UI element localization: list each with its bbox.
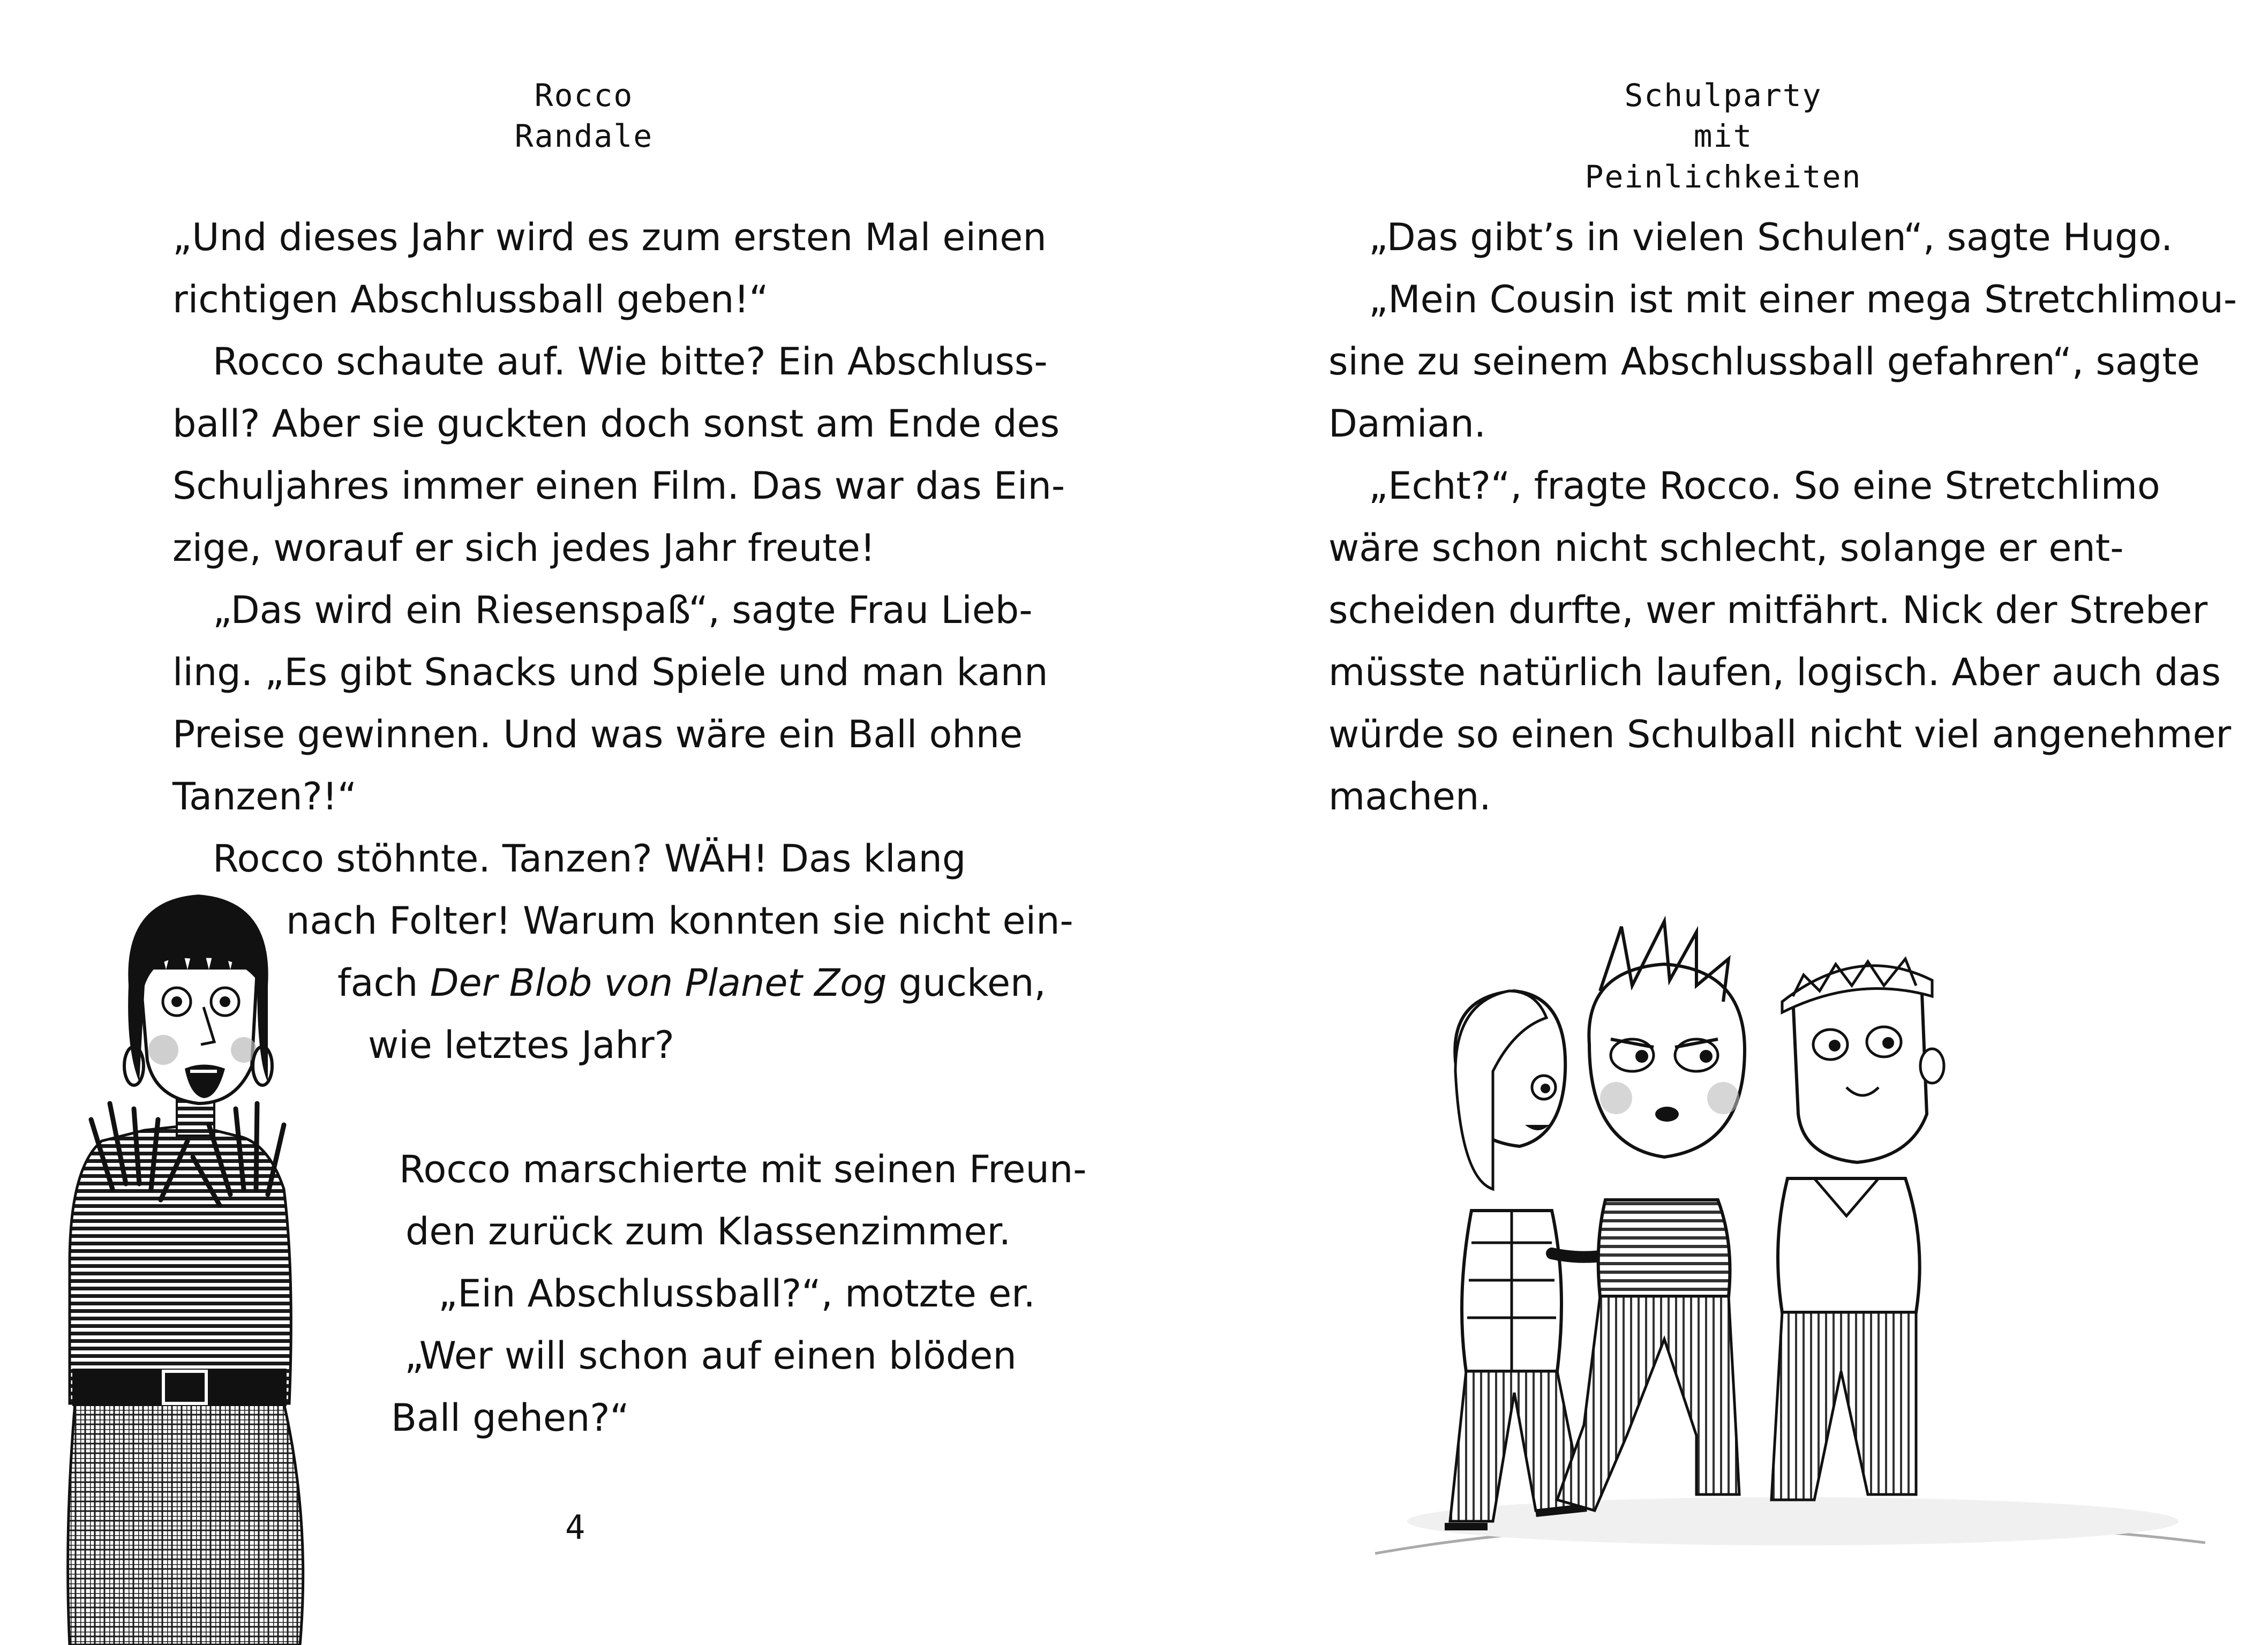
text-line: „Und dieses Jahr wird es zum ersten Mal einen [172,215,1047,259]
text-segment: fach [337,961,430,1005]
text-line: Rocco stöhnte. Tanzen? WÄH! Das klang [213,837,966,881]
text-line: nach Folter! Warum konnten sie nicht ein- [286,899,1073,943]
belt [72,1369,287,1406]
running-head-line: mit Peinlichkeiten [1584,118,1862,195]
text-line: Ball gehen?“ [391,1396,629,1440]
running-head-line: Randale [514,118,654,154]
paragraph [172,579,1048,828]
paragraph [1328,206,2173,268]
text-segment: gucken, [887,961,1046,1005]
right-page [1134,0,2268,1645]
middle-boy-figure [1557,921,1745,1511]
text-line: „Das gibt’s in vielen Schulen“, sagte Hugo. [1369,215,2173,259]
text-line: würde so einen Schulball nicht viel angenehmer [1328,712,2232,756]
paragraph [172,206,1047,330]
text-line: Rocco schaute auf. Wie bitte? Ein Abschluss- [213,340,1048,384]
text-line: machen. [1328,775,1491,818]
paragraph [172,330,1065,579]
paragraph [399,1138,1086,1263]
text-line: scheiden durfte, wer mitfährt. Nick der Streber [1328,588,2208,632]
text-line: Schuljahres immer einen Film. Das war das Ein- [172,464,1065,508]
right-boy-figure [1771,959,1944,1500]
paragraph [391,1263,1035,1449]
page-number: 4 [565,1508,585,1547]
text-line: wäre schon nicht schlecht, solange er ent- [1328,526,2124,570]
text-line: ling. „Es gibt Snacks und Spiele und man kann [172,650,1048,694]
kids-illustration [1375,911,2205,1580]
paragraph [1328,268,2237,455]
text-line: Preise gewinnen. Und was wäre ein Ball ohne [172,712,1023,756]
text-line: ball? Aber sie guckten doch sonst am Ende des [172,402,1060,446]
teacher-illustration [32,889,332,1645]
text-line: „Echt?“, fragte Rocco. So eine Stretchlimo [1369,464,2160,508]
text-line: „Das wird ein Riesenspaß“, sagte Frau Lieb- [213,588,1033,632]
text-line: den zurück zum Klassenzimmer. [405,1210,1011,1253]
running-head-line: Schulparty [1624,77,1822,114]
right-running-head [1557,75,1889,197]
left-running-head [514,75,654,156]
text-line: sine zu seinem Abschlussball gefahren“, sagte [1328,340,2200,384]
book-title: Der Blob von Planet Zog [430,961,887,1005]
text-line: „Mein Cousin ist mit einer mega Stretchlimou- [1369,277,2237,321]
paragraph [1328,455,2231,828]
text-line: „Wer will schon auf einen blöden [404,1334,1017,1378]
running-head-line: Rocco [534,77,634,114]
right-boy-head [1793,980,1927,1162]
text-line: müsste natürlich laufen, logisch. Aber auch das [1328,650,2221,694]
text-line: wie letztes Jahr? [368,1023,674,1067]
skirt [68,1403,303,1645]
text-line: Rocco marschierte mit seinen Freun- [399,1147,1087,1191]
text-line: richtigen Abschlussball geben!“ [172,277,769,321]
text-line: „Ein Abschlussball?“, motzte er. [438,1272,1035,1316]
text-line: Damian. [1328,402,1486,446]
text-line: zige, worauf er sich jedes Jahr freute! [172,526,875,570]
text-line: Tanzen?!“ [172,775,357,818]
